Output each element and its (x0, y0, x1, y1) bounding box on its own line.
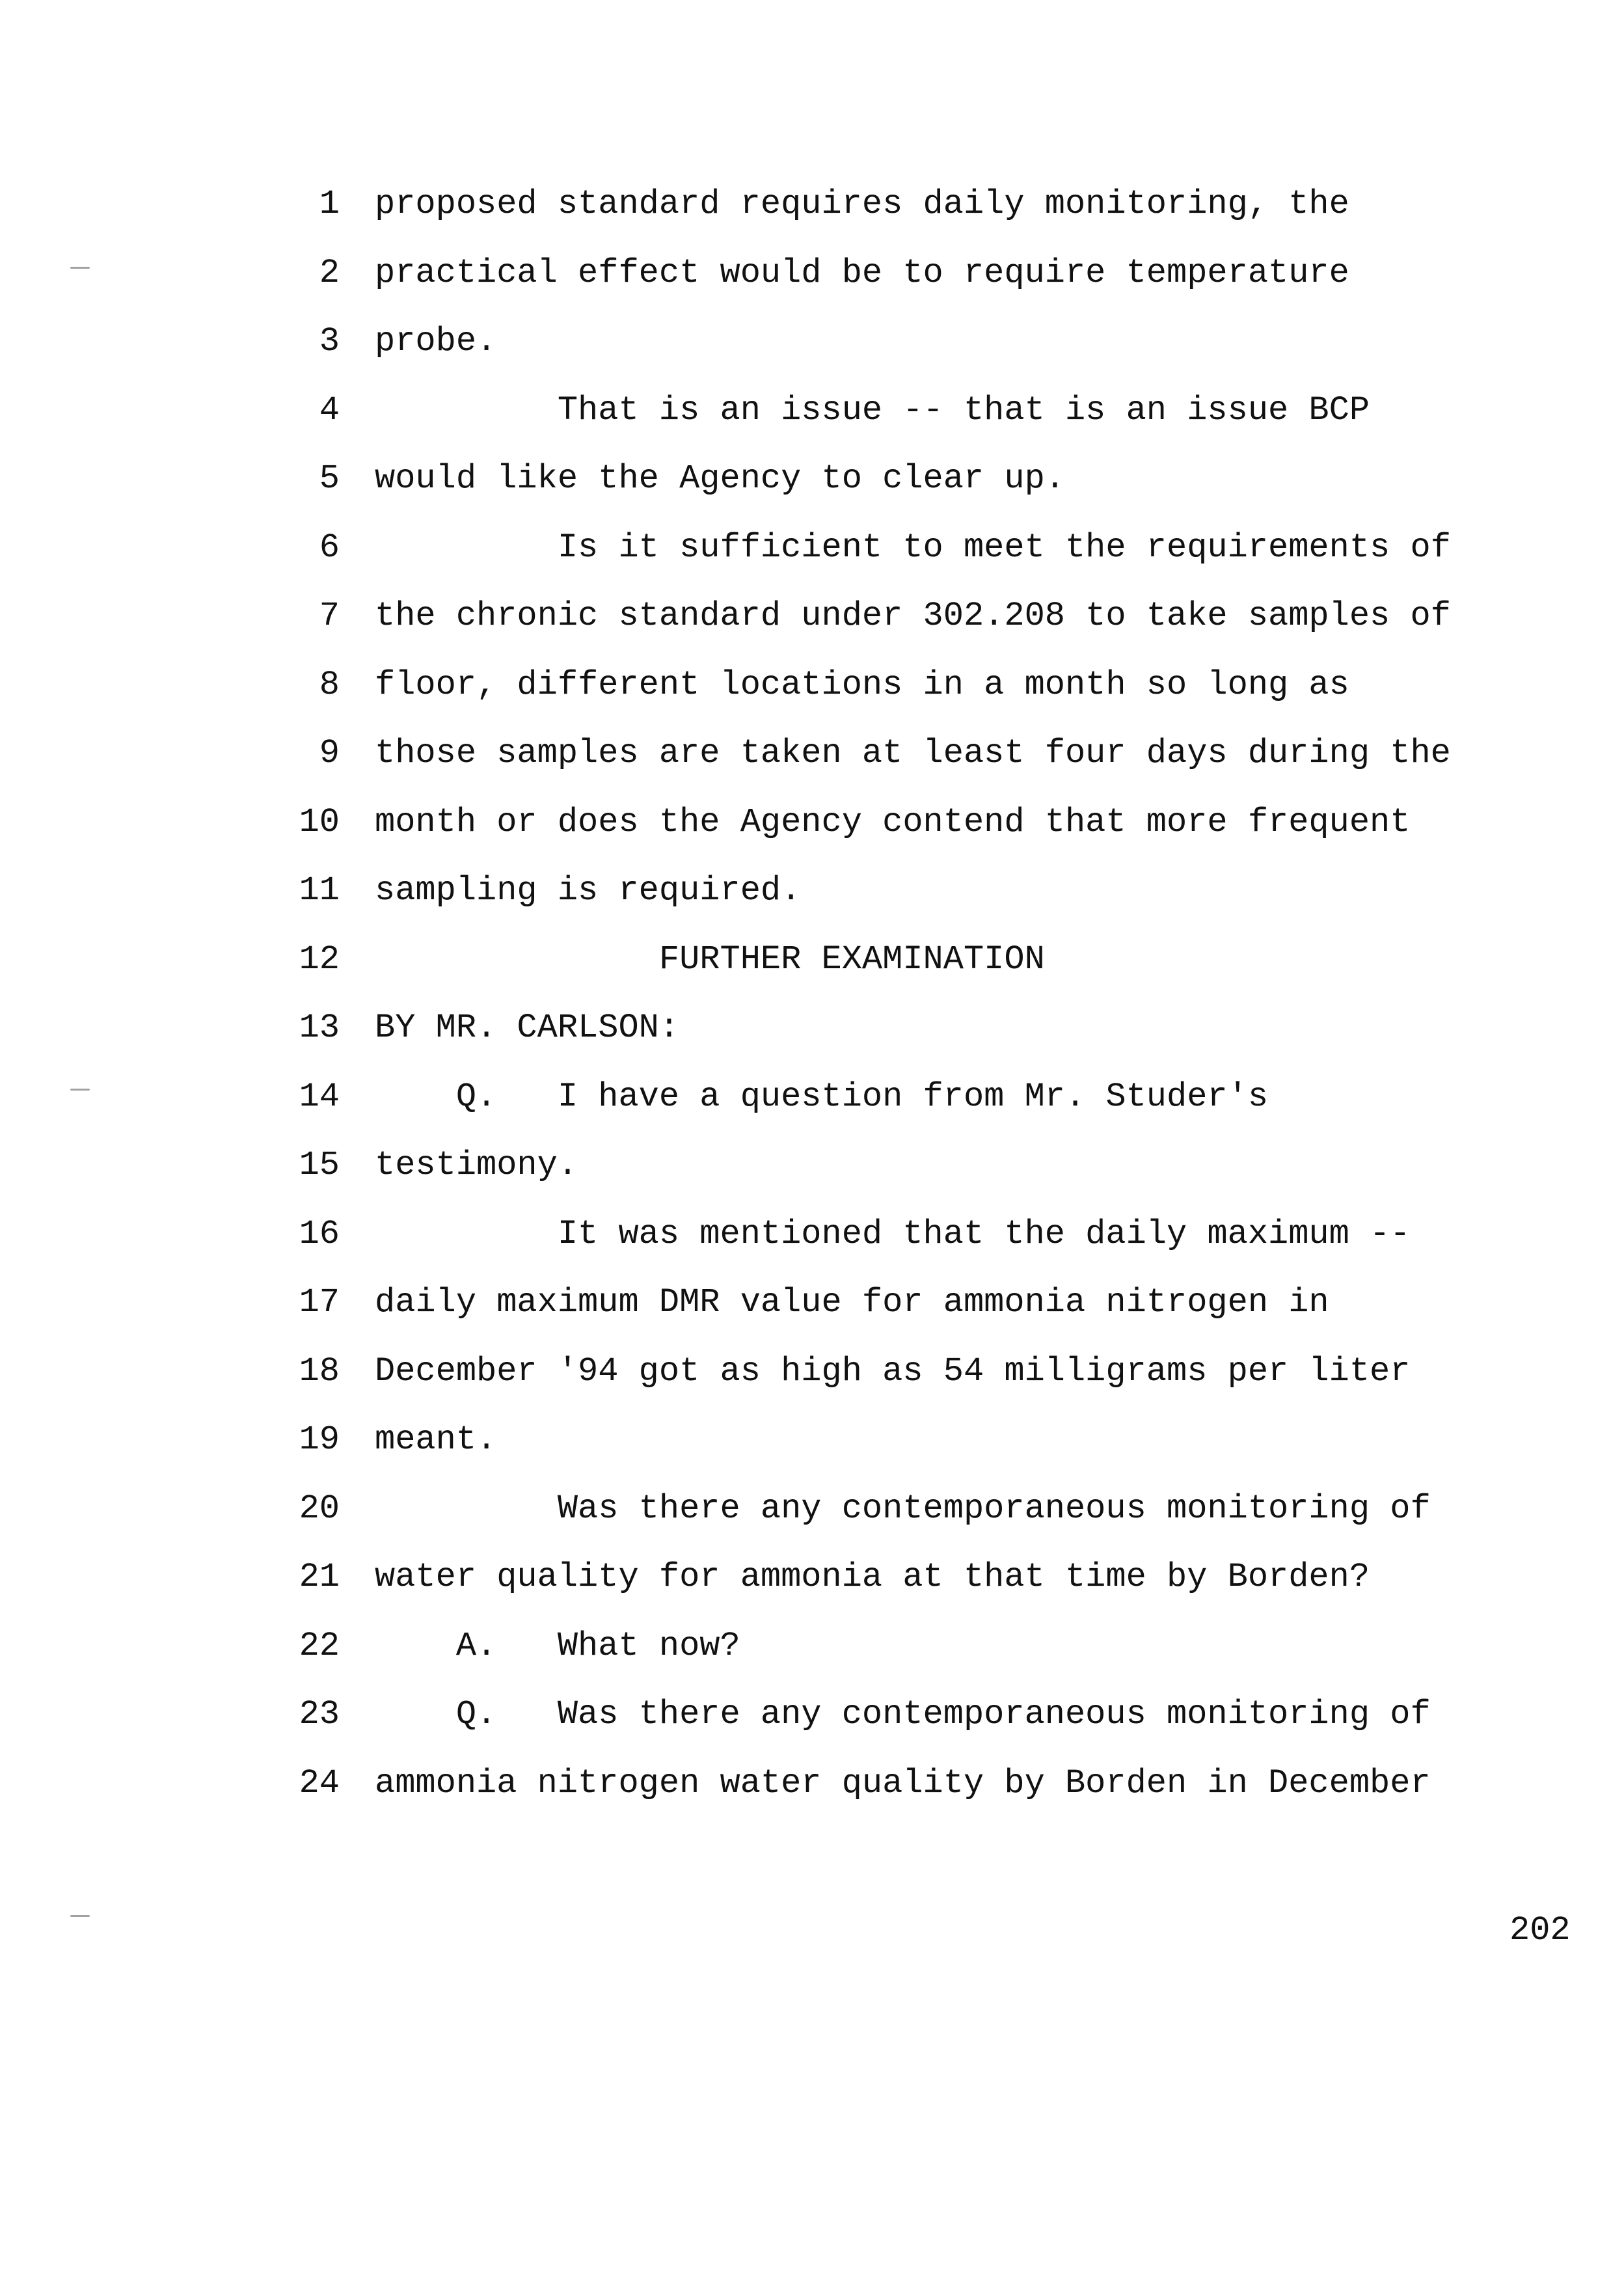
line-number: 13 (299, 1009, 340, 1047)
line-number: 12 (299, 940, 340, 979)
transcript-line (299, 1763, 1594, 1832)
line-number: 21 (299, 1558, 340, 1596)
line-text: Was there any contemporaneous monitoring of (375, 1489, 1431, 1528)
line-text: the chronic standard under 302.208 to take samples of (375, 597, 1451, 635)
transcript-line (306, 183, 1594, 252)
margin-mark (70, 1089, 90, 1091)
transcript-line (299, 1488, 1594, 1557)
transcript-line (306, 664, 1594, 733)
margin-mark (70, 1915, 90, 1917)
transcript-line (299, 1694, 1594, 1763)
line-text: FURTHER EXAMINATION (375, 940, 1045, 979)
line-number: 24 (299, 1763, 340, 1802)
line-number: 3 (319, 322, 340, 360)
line-number: 10 (299, 802, 340, 841)
transcript-line (299, 1282, 1594, 1351)
transcript-line (306, 733, 1594, 802)
transcript-body (299, 183, 1594, 1831)
transcript-line (306, 321, 1594, 390)
line-text: would like the Agency to clear up. (375, 459, 1065, 498)
line-text: daily maximum DMR value for ammonia nitrogen in (375, 1283, 1329, 1322)
transcript-line (299, 1214, 1594, 1283)
transcript-line (299, 1007, 1594, 1076)
line-number: 14 (299, 1077, 340, 1116)
line-text: That is an issue -- that is an issue BCP (375, 390, 1370, 429)
line-text: testimony. (375, 1146, 578, 1184)
line-text: floor, different locations in a month so long as (375, 665, 1349, 704)
line-text: ammonia nitrogen water quality by Borden in December (375, 1763, 1431, 1802)
line-text: probe. (375, 322, 497, 360)
line-number: 22 (299, 1626, 340, 1665)
line-number: 8 (319, 665, 340, 704)
transcript-line (306, 458, 1594, 527)
line-text: practical effect would be to require temperature (375, 253, 1349, 292)
transcript-line (306, 252, 1594, 321)
transcript-line (306, 527, 1594, 596)
line-text: It was mentioned that the daily maximum -- (375, 1214, 1411, 1253)
line-text: A. What now? (375, 1626, 740, 1665)
line-number: 19 (299, 1420, 340, 1459)
line-number: 4 (319, 390, 340, 429)
transcript-line (299, 1419, 1594, 1488)
line-text: meant. (375, 1420, 497, 1459)
transcript-line (299, 939, 1594, 1008)
page-number: 202 (1509, 1911, 1571, 1949)
line-number: 5 (319, 459, 340, 498)
transcript-line (299, 802, 1594, 871)
transcript-line (306, 595, 1594, 664)
line-number: 2 (319, 253, 340, 292)
transcript-line (299, 1625, 1594, 1694)
line-text: Q. I have a question from Mr. Studer's (375, 1077, 1269, 1116)
transcript-line (299, 1556, 1594, 1625)
transcript-line (299, 1145, 1594, 1214)
line-text: month or does the Agency contend that more frequent (375, 802, 1411, 841)
line-number: 18 (299, 1352, 340, 1391)
line-number: 6 (319, 528, 340, 567)
transcript-line (299, 1351, 1594, 1420)
line-text: BY MR. CARLSON: (375, 1009, 680, 1047)
line-number: 9 (319, 734, 340, 772)
transcript-line (299, 1076, 1594, 1145)
line-text: water quality for ammonia at that time by Borden? (375, 1558, 1370, 1596)
line-text: Is it sufficient to meet the requirements of (375, 528, 1451, 567)
transcript-line (306, 390, 1594, 459)
line-number: 23 (299, 1695, 340, 1733)
line-text: December '94 got as high as 54 milligrams per liter (375, 1352, 1411, 1391)
line-text: Q. Was there any contemporaneous monitoring of (375, 1695, 1431, 1733)
line-number: 15 (299, 1146, 340, 1184)
line-text: sampling is required. (375, 871, 802, 910)
line-number: 7 (319, 597, 340, 635)
line-text: those samples are taken at least four days during the (375, 734, 1451, 772)
margin-mark (70, 267, 90, 269)
line-number: 11 (299, 871, 340, 910)
line-number: 1 (319, 185, 340, 223)
transcript-line (299, 870, 1594, 939)
line-number: 20 (299, 1489, 340, 1528)
line-text: proposed standard requires daily monitoring, the (375, 185, 1349, 223)
line-number: 16 (299, 1214, 340, 1253)
line-number: 17 (299, 1283, 340, 1322)
